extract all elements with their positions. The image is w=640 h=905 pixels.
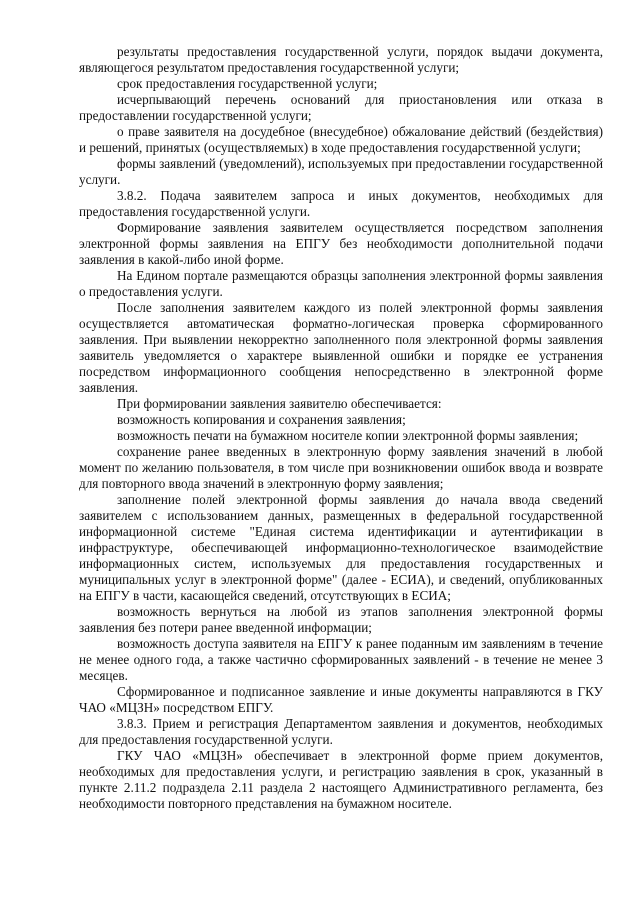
paragraph-submission: Сформированное и подписанное заявление и иные документы направляются в ГКУ ЧАО «МЦЗН» посредством ЕПГУ. [79,684,603,715]
paragraph-portal-samples: На Едином портале размещаются образцы заполнения электронной формы заявления о предоставления услуги. [79,268,603,299]
paragraph-forms: формы заявлений (уведомлений), используемых при предоставлении государственной услуги. [79,156,603,187]
paragraph-term: срок предоставления государственной услуги; [117,76,378,91]
list-item-return-step: возможность вернуться на любой из этапов заполнения электронной формы заявления без потери ранее введенной информации; [79,604,603,635]
list-item-copy-save: возможность копирования и сохранения заявления; [117,412,406,427]
paragraph-registration: ГКУ ЧАО «МЦЗН» обеспечивает в электронной форме прием документов, необходимых для предоставления услуги, и регистрацию заявления в срок, указанный в пункте 2.11.2 подраздела 2.11 раздела 2 настоящего Административного регламента, без необходимости повторного представления на бумажном носителе. [79,748,603,811]
list-item-esia-autofill: заполнение полей электронной формы заявления до начала ввода сведений заявителем с использованием данных, размещенных в федеральной государственной информационной системе "Единая система идентификации и аутентификации в инфраструктуре, обеспечивающей информационно-технологическое взаимодействие информационных систем, используемых для предоставления государственных и муниципальных услуг в электронной форме" (далее - ЕСИА), и сведений, опубликованных на ЕПГУ в части, касающейся сведений, отсутствующих в ЕСИА; [79,492,603,603]
paragraph-appeal-right: о праве заявителя на досудебное (внесудебное) обжалование действий (бездействия) и решений, принятых (осуществляемых) в ходе предоставления государственной услуги; [79,124,603,155]
paragraph-results: результаты предоставления государственной услуги, порядок выдачи документа, являющегося результатом предоставления государственной услуги; [79,44,603,75]
paragraph-grounds: исчерпывающий перечень оснований для приостановления или отказа в предоставлении государственной услуги; [79,92,603,123]
list-item-save-values: сохранение ранее введенных в электронную форму заявления значений в любой момент по желанию пользователя, в том числе при возникновении ошибок ввода и возврате для повторного ввода значений в электронную форму заявления; [79,444,603,491]
paragraph-format-check: После заполнения заявителем каждого из полей электронной формы заявления осуществляется автоматическая форматно-логическая проверка сформированного заявления. При выявлении некорректно заполненного поля электронной формы заявления заявитель уведомляется о характере выявленной ошибки и порядке ее устранения посредством информационного сообщения непосредственно в электронной форме заявления. [79,300,603,395]
paragraph-section-3-8-3: 3.8.3. Прием и регистрация Департаментом заявления и документов, необходимых для предоставления государственной услуги. [79,716,603,747]
paragraph-section-3-8-2: 3.8.2. Подача заявителем запроса и иных документов, необходимых для предоставления государственной услуги. [79,188,603,219]
list-item-print: возможность печати на бумажном носителе копии электронной формы заявления; [117,428,579,443]
list-item-access-history: возможность доступа заявителя на ЕПГУ к ранее поданным им заявлениям в течение не менее одного года, а также частично сформированных заявлений - в течение не менее 3 месяцев. [79,636,603,683]
paragraph-application-forming: Формирование заявления заявителем осуществляется посредством заполнения электронной формы заявления на ЕПГУ без необходимости дополнительной подачи заявления в какой-либо иной форме. [79,220,603,267]
document-page [79,44,603,812]
paragraph-provided-features: При формировании заявления заявителю обеспечивается: [117,396,442,411]
